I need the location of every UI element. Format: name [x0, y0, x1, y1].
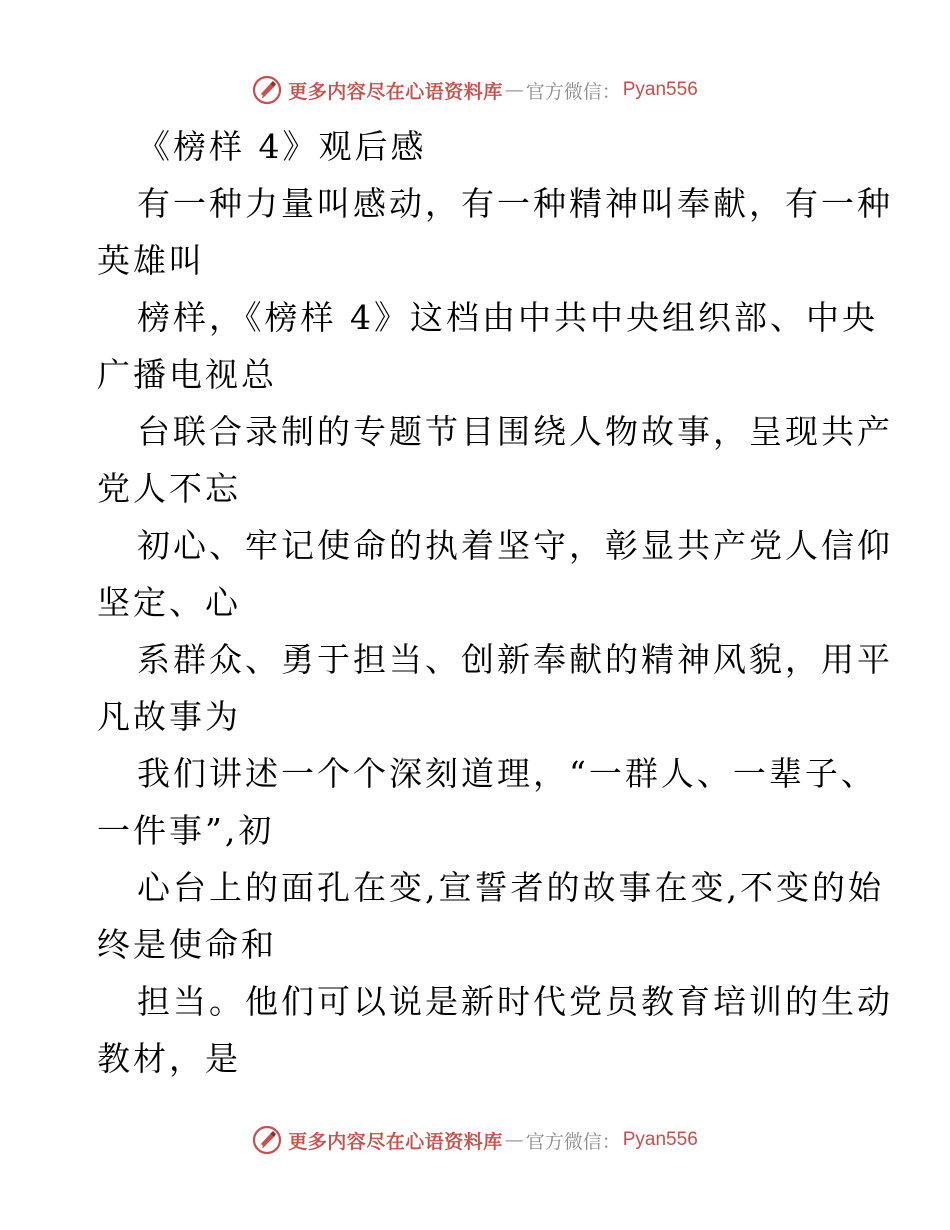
- paragraph-line: 教材，是: [97, 1039, 241, 1078]
- header-separator: —: [504, 79, 524, 101]
- header-wechat-id: Pyan556: [622, 79, 698, 100]
- paragraph-line: 心台上的面孔在变,宣誓者的故事在变,不变的始: [137, 868, 884, 907]
- paragraph-line: 广播电视总: [97, 355, 277, 394]
- document-title: 《榜样 4》观后感: [137, 127, 427, 166]
- footer-banner-text: 更多内容尽在心语资料库: [288, 1130, 503, 1153]
- paragraph-line: 一件事”,初: [97, 811, 275, 850]
- header-banner-text: 更多内容尽在心语资料库: [288, 80, 503, 103]
- paragraph-line: 党人不忘: [97, 469, 241, 508]
- pen-nib-icon: [252, 75, 282, 105]
- paragraph-line: 终是使命和: [97, 925, 277, 964]
- paragraph-line: 坚定、心: [97, 583, 241, 622]
- paragraph-line: 系群众、勇于担当、创新奉献的精神风貌，用平: [137, 640, 893, 679]
- pen-nib-icon: [252, 1125, 282, 1155]
- footer-separator: —: [504, 1129, 524, 1151]
- paragraph-line: 凡故事为: [97, 697, 241, 736]
- header-wechat-label: 官方微信：: [525, 80, 621, 103]
- header-banner: [0, 70, 950, 110]
- paragraph-line: 台联合录制的专题节目围绕人物故事，呈现共产: [137, 412, 893, 451]
- paragraph-line: 英雄叫: [97, 241, 205, 280]
- paragraph-line: 榜样，《榜样 4》这档由中共中央组织部、中央: [137, 298, 878, 337]
- footer-wechat-id: Pyan556: [622, 1129, 698, 1150]
- footer-wechat-label: 官方微信：: [525, 1130, 621, 1153]
- paragraph-line: 我们讲述一个个深刻道理，“一群人、一辈子、: [137, 754, 877, 793]
- paragraph-line: 担当。他们可以说是新时代党员教育培训的生动: [137, 982, 893, 1021]
- document-body: [97, 118, 893, 1087]
- footer-banner: [0, 1120, 950, 1160]
- paragraph-line: 初心、牢记使命的执着坚守，彰显共产党人信仰: [137, 526, 893, 565]
- paragraph-line: 有一种力量叫感动，有一种精神叫奉献，有一种: [137, 184, 893, 223]
